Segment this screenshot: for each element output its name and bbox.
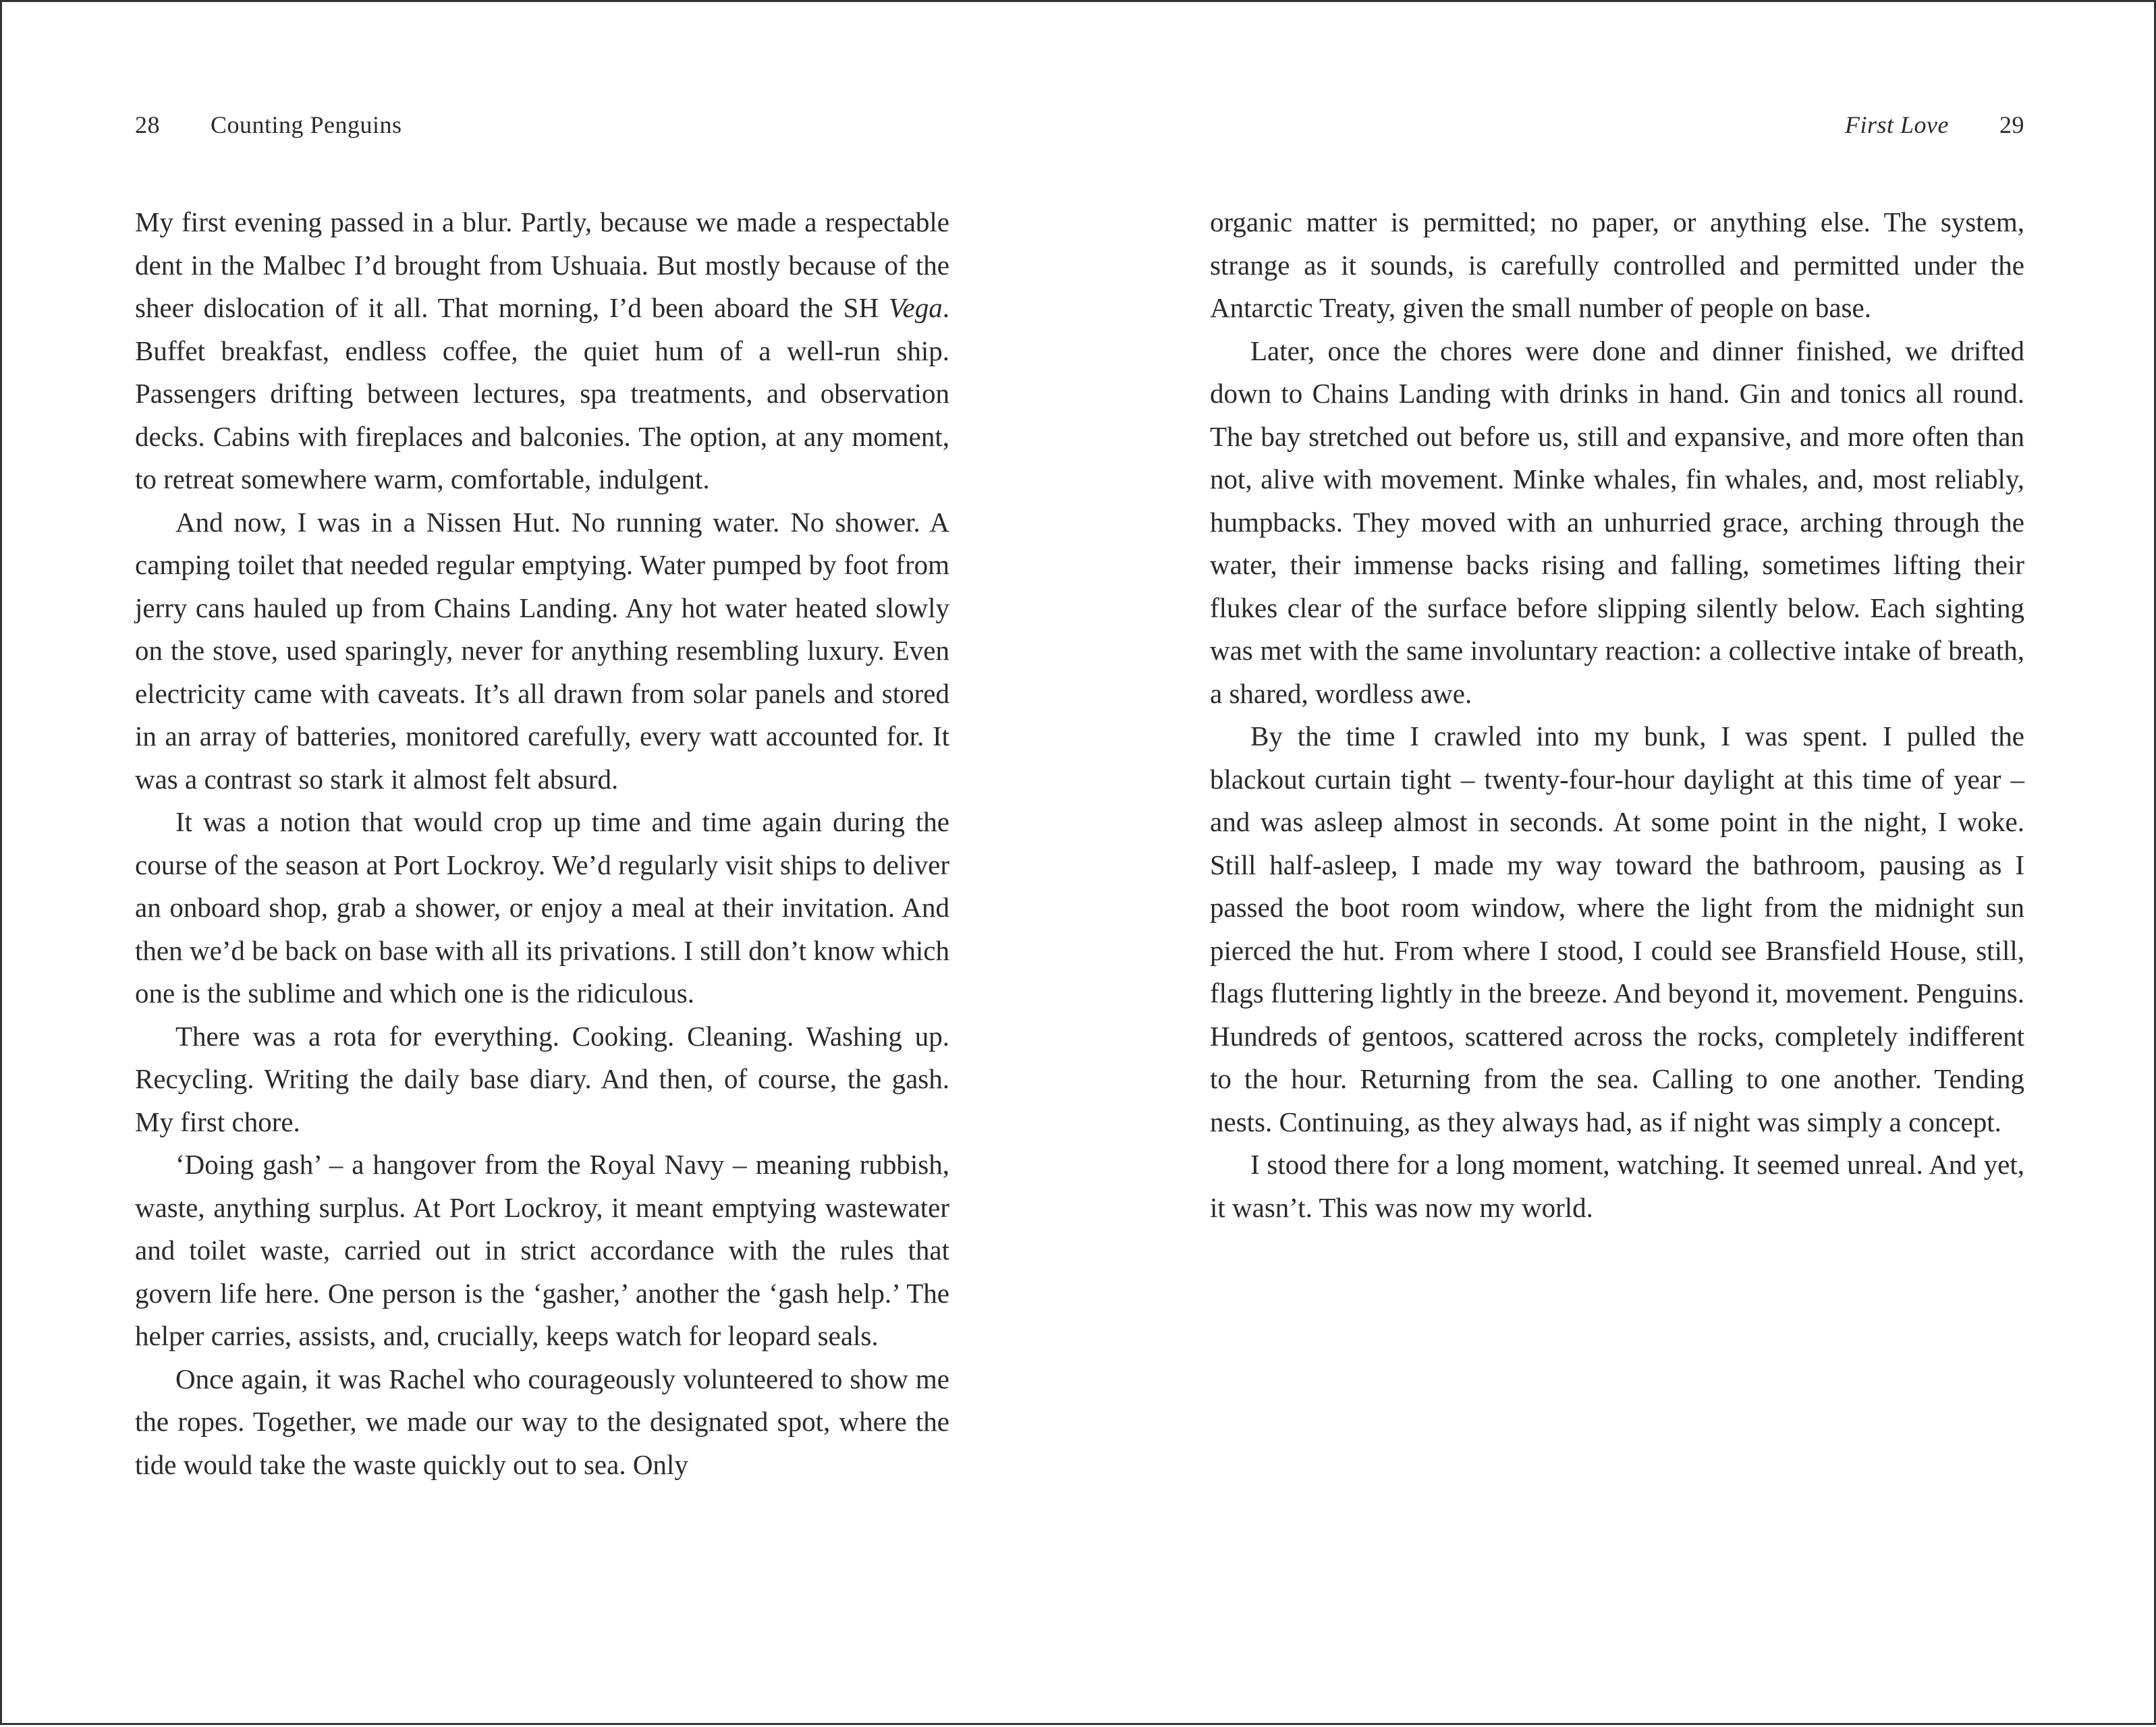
paragraph: ‘Doing gash’ – a hangover from the Royal Navy – meaning rubbish, waste, anything surplus. At Port Lockroy, it meant emptying wastewater and toilet waste, carried out in strict accordance with the rules that govern life here. One person is the ‘gasher,’ another the ‘gash help.’ The helper carries, assists, and, crucially, keeps watch for leopard seals. bbox=[135, 1149, 949, 1351]
chapter-title: First Love bbox=[1845, 111, 1949, 138]
paragraph: organic matter is permitted; no paper, or anything else. The system, strange as it sounds, is carefully controlled and permitted under the Antarctic Treaty, given the small number of people on base. bbox=[1210, 206, 2024, 323]
paragraph: Once again, it was Rachel who courageously volunteered to show me the ropes. Together, we made our way to the designated spot, where the tide would take the waste quickly out to sea. Only bbox=[135, 1363, 949, 1480]
paragraph: By the time I crawled into my bunk, I was spent. I pulled the blackout curtain tight – twenty-four-hour daylight at this time of year – and was asleep almost in seconds. At some point in the night, I woke. Still half-asleep, I made my way toward the bathroom, pausing as I passed the boot room window, where the light from the midnight sun pierced the hut. From where I stood, I could see Bransfield House, still, flags fluttering lightly in the breeze. And beyond it, movement. Penguins. Hundreds of gentoos, scattered across the rocks, completely indifferent to the hour. Returning from the sea. Calling to one another. Tending nests. Continuing, as they always had, as if night was simply a concept. bbox=[1210, 720, 2024, 1137]
paragraph: My first evening passed in a blur. Partly, because we made a respectable dent in the Malbec I’d brought from Ushuaia. But mostly because of the sheer dislocation of it all. That morning, I’d been aboard the SH Vega. Buffet breakfast, endless coffee, the quiet hum of a well-run ship. Passengers drifting between lectures, spa treatments, and observation decks. Cabins with fireplaces and balconies. The option, at any moment, to retreat somewhere warm, comfortable, indulgent. bbox=[135, 206, 949, 494]
right-running-head bbox=[1210, 105, 2024, 145]
ship-name: Vega bbox=[889, 292, 943, 323]
paragraph: I stood there for a long moment, watching. It seemed unreal. And yet, it wasn’t. This was now my world. bbox=[1210, 1149, 2024, 1223]
book-title: Counting Penguins bbox=[211, 111, 402, 138]
right-page-number: 29 bbox=[1999, 111, 2024, 138]
left-body-text bbox=[135, 201, 949, 1486]
left-page bbox=[135, 2, 949, 1727]
left-running-head bbox=[135, 105, 949, 145]
paragraph: Later, once the chores were done and dinner finished, we drifted down to Chains Landing with drinks in hand. Gin and tonics all round. The bay stretched out before us, still and expansive, and more often than not, alive with movement. Minke whales, fin whales, and, most reliably, humpbacks. They moved with an unhurried grace, arching through the water, their immense backs rising and falling, sometimes lifting their flukes clear of the surface before slipping silently below. Each sighting was met with the same involuntary reaction: a collective intake of breath, a shared, wordless awe. bbox=[1210, 335, 2024, 709]
paragraph: There was a rota for everything. Cooking. Cleaning. Washing up. Recycling. Writing the daily base diary. And then, of course, the gash. My first chore. bbox=[135, 1020, 949, 1137]
paragraph: And now, I was in a Nissen Hut. No running water. No shower. A camping toilet that needed regular emptying. Water pumped by foot from jerry cans hauled up from Chains Landing. Any hot water heated slowly on the stove, used sparingly, never for anything resembling luxury. Even electricity came with caveats. It’s all drawn from solar panels and stored in an array of batteries, monitored carefully, every watt accounted for. It was a contrast so stark it almost felt absurd. bbox=[135, 506, 949, 795]
left-page-number: 28 bbox=[135, 111, 160, 138]
right-body-text bbox=[1210, 201, 2024, 1229]
paragraph: It was a notion that would crop up time and time again during the course of the season at Port Lockroy. We’d regularly visit ships to deliver an onboard shop, grab a shower, or enjoy a meal at their invitation. And then we’d be back on base with all its privations. I still don’t know which one is the sublime and which one is the ridiculous. bbox=[135, 806, 949, 1009]
right-page bbox=[1210, 2, 2024, 1727]
